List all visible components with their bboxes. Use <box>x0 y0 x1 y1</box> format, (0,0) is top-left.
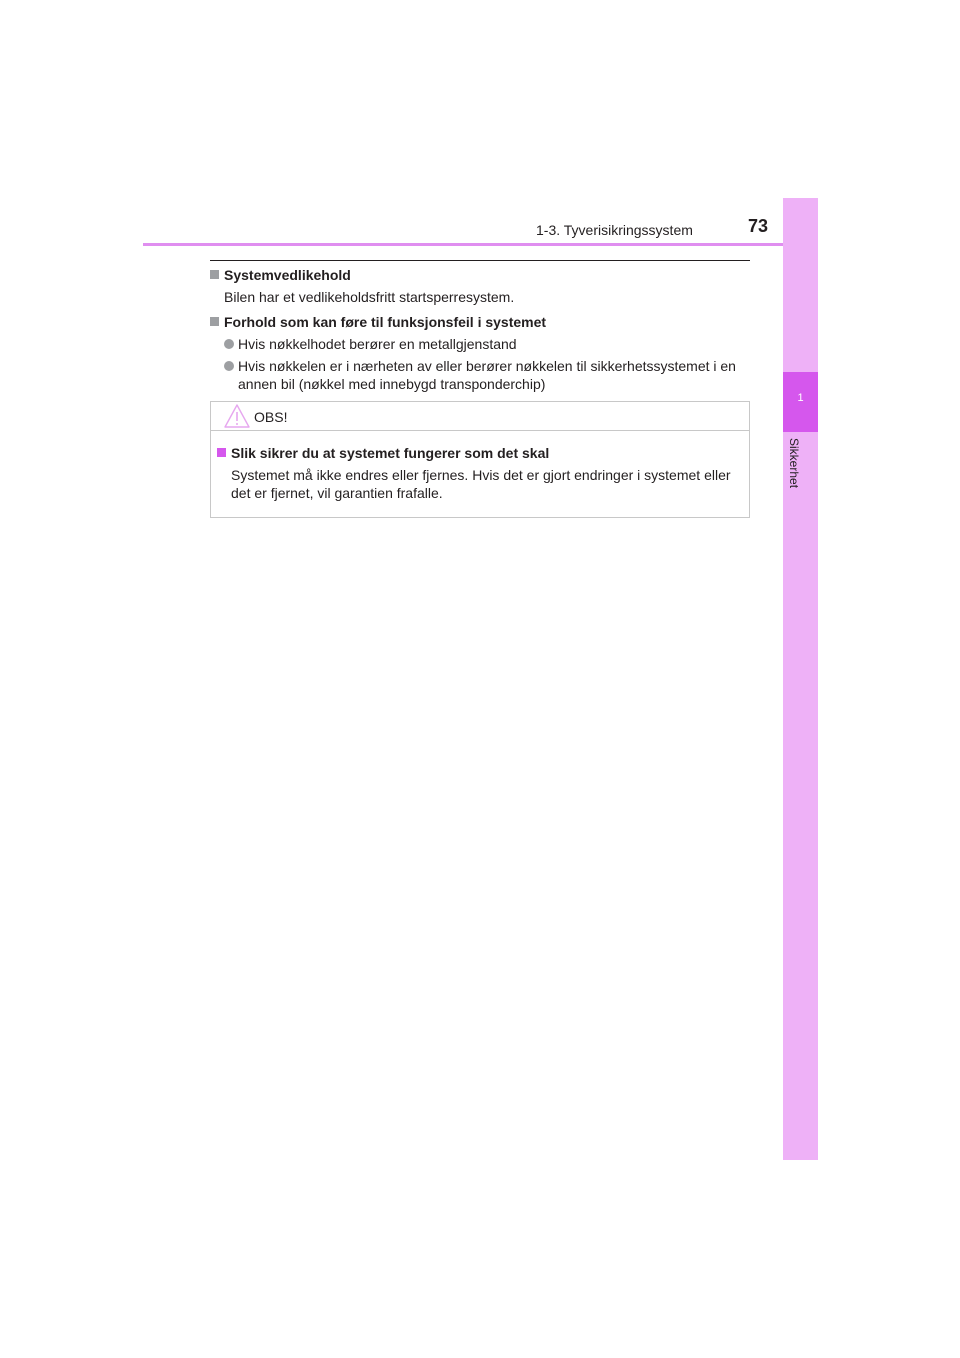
caution-title: OBS! <box>254 409 288 425</box>
section-maintenance <box>210 266 755 306</box>
side-tab <box>783 198 818 1160</box>
caution-header <box>211 402 749 431</box>
section-title: 1-3. Tyverisikringssystem <box>536 222 693 238</box>
section-text: Bilen har et vedlikeholdsfritt startsperresystem. <box>224 289 515 305</box>
caution-body <box>211 431 749 502</box>
caution-box <box>210 401 750 518</box>
section-heading-text: Systemvedlikehold <box>224 267 351 283</box>
caution-text: Systemet må ikke endres eller fjernes. Hvis det er gjort endringer i systemet eller det er fjernet, vil garantien frafalle. <box>231 467 731 501</box>
round-bullet-icon <box>224 361 234 371</box>
square-bullet-icon <box>217 448 226 457</box>
section-heading <box>210 313 755 331</box>
page-number: 73 <box>748 216 769 236</box>
section-heading <box>210 266 755 284</box>
condition-list <box>224 335 755 393</box>
square-bullet-icon <box>210 317 219 326</box>
warning-triangle-icon <box>224 404 250 428</box>
list-item <box>224 357 755 393</box>
list-item <box>224 335 755 353</box>
list-item-text: Hvis nøkkelen er i nærheten av eller berører nøkkelen til sikkerhetssystemet i en annen bil (nøkkel med innebygd transponderchip) <box>238 358 736 392</box>
content-rule <box>210 260 750 261</box>
caution-heading-text: Slik sikrer du at systemet fungerer som det skal <box>231 445 550 461</box>
chapter-number: 1 <box>797 392 804 404</box>
list-item-text: Hvis nøkkelhodet berører en metallgjenstand <box>238 336 517 352</box>
main-content <box>210 266 755 397</box>
section-heading-text: Forhold som kan føre til funksjonsfeil i systemet <box>224 314 547 330</box>
round-bullet-icon <box>224 339 234 349</box>
chapter-label: Sikkerhet <box>787 438 801 489</box>
header-rule <box>143 243 818 246</box>
square-bullet-icon <box>210 270 219 279</box>
caution-heading <box>217 444 743 462</box>
section-malfunction-conditions <box>210 313 755 393</box>
spacer <box>210 306 755 313</box>
